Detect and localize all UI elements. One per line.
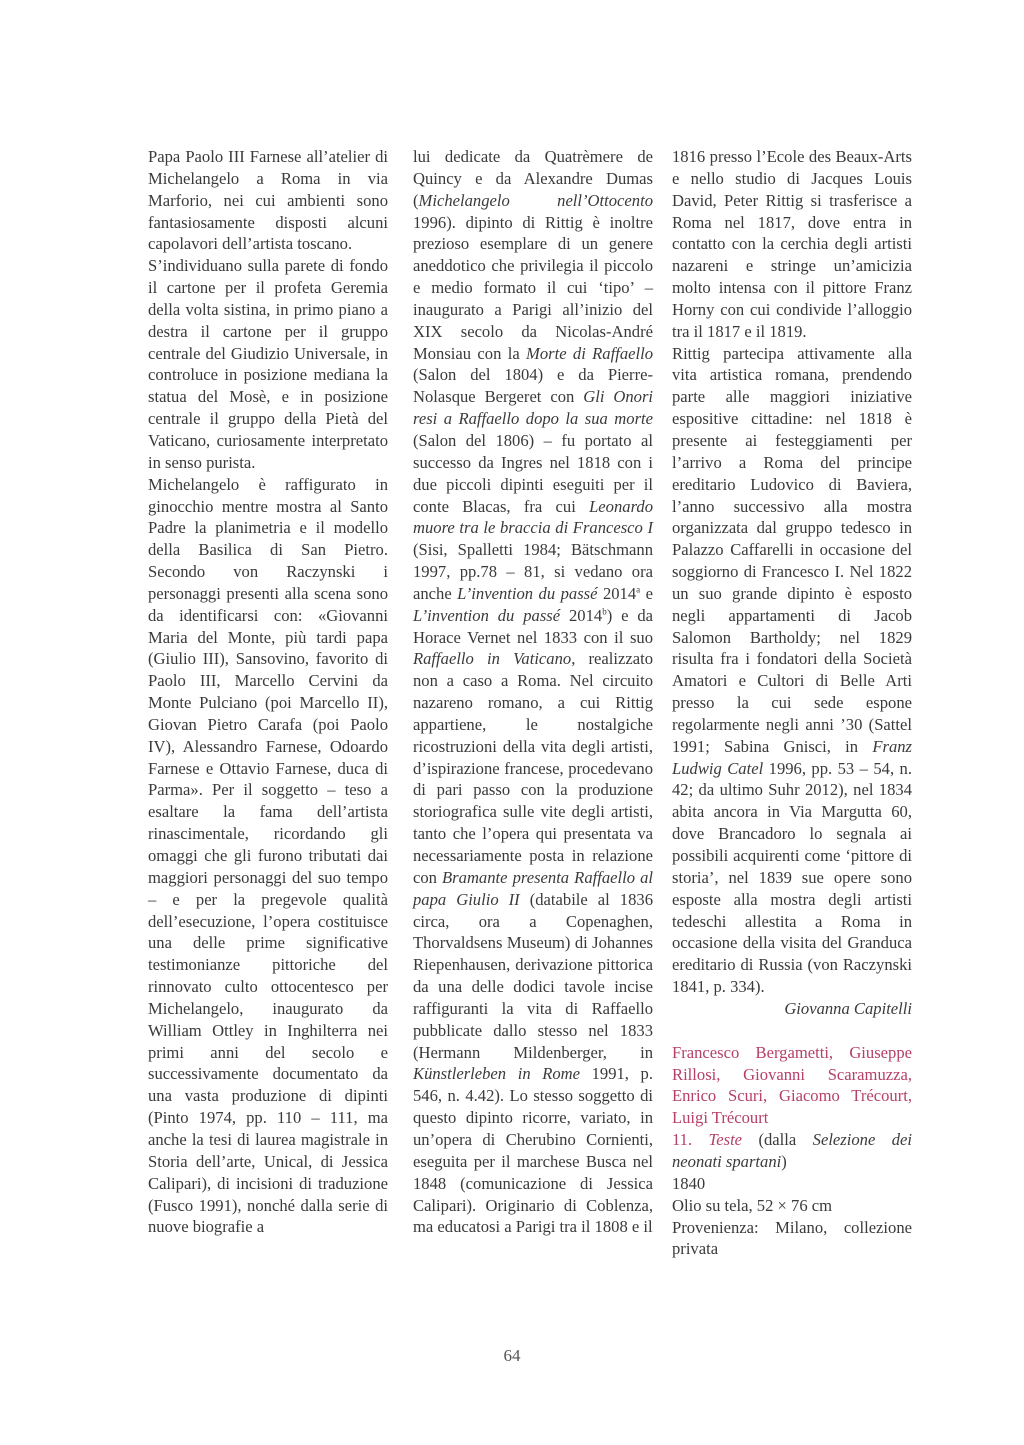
catalog-date: 1840: [672, 1173, 706, 1193]
text-run: Rittig partecipa attivamente alla vita artistica romana, prendendo parte alle maggiori iniziative espositive cittadine: nel 1818 è presente ai festeggiamenti per l’arrivo a Roma del principe ereditario Ludovico di Baviera, l’anno successivo alla mostra organizzata dal gruppo tedesco in Palazzo Caffarelli in occasione del soggiorno di Francesco I. Nel 1822 un suo grande dipinto è esposto negli appartamenti di Jacob Salomon Bartholdy; nel 1829 risulta fra i fondatori della Società Amatori e Cultori di Belle Arti presso la cui sede espone regolarmente negli anni ’30 (Sattel 1991; Sabina Gnisci, in: [672, 343, 912, 756]
italic-title: L’invention du passé: [413, 605, 561, 625]
italic-title: Bramante presenta Raffaello al papa Giulio II: [413, 867, 653, 909]
text-run: 1991, p. 546, n. 4.42). Lo stesso soggetto di questo dipinto ricorre, variato, in un’opera di Cherubino Cornienti, eseguita per il marchese Busca nel 1848 (comunicazione di Jessica Calipari). Originario di Coblenza, ma educatosi a Parigi tra il 1808 e il: [413, 1064, 653, 1237]
catalog-entry: [672, 1042, 912, 1260]
text-run: lui dedicate da Quatrèmere de Quincy e da Alexandre Dumas (: [413, 147, 653, 210]
text-run: 1996). dipinto di Rittig è inoltre prezioso esemplare di un genere aneddotico che privilegia il piccolo e medio formato il cui ‘tipo’ – inaugurato a Parigi all’inizio del XIX secolo da Nicolas-André Monsiau con la: [413, 212, 653, 363]
paragraph: [413, 146, 653, 1238]
paragraph: Papa Paolo III Farnese all’atelier di Michelangelo a Roma in via Marforio, nei cui ambienti sono fantasiosamente disposti alcuni capolavori dell’artista toscano.: [148, 147, 388, 254]
catalog-provenance: Provenienza: Milano, collezione privata: [672, 1217, 912, 1259]
text-run: (Salon del 1804) e da Pierre-Nolasque Bergeret con: [413, 365, 653, 407]
catalog-title-line: [672, 1129, 912, 1173]
text-run: 2014: [597, 583, 637, 603]
paragraph: Michelangelo è raffigurato in ginocchio mentre mostra al Santo Padre la planimetria e il modello della Basilica di San Pietro. Secondo von Raczynski i personaggi presenti alla scena sono da identificarsi con: «Giovanni Maria del Monte, più tardi papa (Giulio III), Sansovino, favorito di Paolo III, Marcello Cervini da Monte Pulciano (poi Marcello II), Giovan Pietro Carafa (poi Paolo IV), Alessandro Farnese, Odoardo Farnese e Ottavio Farnese, duca di Parma». Per il soggetto – teso a esaltare la fama dell’artista rinascimentale, ricordando gli omaggi che gli furono tributati dai maggiori personaggi del suo tempo – e per la pregevole qualità dell’esecuzione, l’opera costituisce una delle prime significative testimonianze pittoriche del rinnovato culto ottocentesco per Michelangelo, inaugurato da William Ottley in Inghilterra nei primi anni del secolo e successivamente documentato da una vasta produzione di dipinti (Pinto 1974, pp. 110 – 111, ma anche la tesi di laurea magistrale in Storia dell’arte, Unical, di Jessica Calipari), di incisioni di traduzione (Fusco 1991), nonché dalla serie di nuove biografie a: [148, 474, 388, 1237]
text-run: , realizzato non a caso a Roma. Nel circuito nazareno romano, a cui Rittig appartiene, le nostalgiche ricostruzioni della vita degli artisti, d’ispirazione francese, procedevano di pari passo con la produzione storiografica sulle vite degli artisti, tanto che l’opera qui presentata va necessariamente posta in relazione con: [413, 649, 653, 887]
italic-title: Künstlerleben in Rome: [413, 1064, 580, 1084]
catalog-medium: Olio su tela, 52 × 76 cm: [672, 1195, 833, 1215]
page-number: 64: [503, 1346, 521, 1365]
superscript: b: [602, 606, 607, 617]
italic-title: Franz Ludwig Catel: [672, 736, 912, 778]
text-run: ) e da Horace Vernet nel 1833 con il suo: [413, 605, 653, 647]
paragraph: S’individuano sulla parete di fondo il cartone per il profeta Geremia della volta sistina, in primo piano a destra il cartone per il gruppo centrale del Giudizio Universale, in controluce in posizione mediana la statua del Mosè, e in posizione centrale il gruppo della Pietà del Vaticano, curiosamente interpretato in senso purista.: [148, 256, 388, 472]
superscript: a: [636, 584, 641, 595]
paragraph: 1816 presso l’Ecole des Beaux-Arts e nello studio di Jacques Louis David, Peter Rittig si trasferisce a Roma nel 1817, dove entra in contatto con la cerchia degli artisti nazareni e stringe un’amicizia molto intensa con il pittore Franz Horny con cui condivide l’alloggio tra il 1817 e il 1819.: [672, 147, 912, 341]
text-column-middle: [413, 146, 653, 1238]
italic-title: Leonardo muore tra le braccia di Francesco I: [413, 496, 653, 538]
italic-title: Raffaello in Vaticano: [413, 649, 572, 669]
italic-title: Morte di Raffaello: [526, 343, 653, 363]
text-column-left: [148, 146, 388, 1238]
catalog-number: 11.: [672, 1130, 693, 1150]
catalog-artists: Francesco Bergametti, Giuseppe Rillosi, Giovanni Scaramuzza, Enrico Scuri, Giacomo Trécourt, Luigi Trécourt: [672, 1042, 912, 1128]
italic-title: Gli Onori resi a Raffaello dopo la sua morte: [413, 387, 654, 429]
author-signature: Giovanna Capitelli: [784, 998, 912, 1018]
text-run: (databile al 1836 circa, ora a Copenaghen, Thorvaldsens Museum) di Johannes Riepenhausen, derivazione pittorica da una delle dodici tavole incise raffiguranti la vita di Raffaello pubblicate dallo stesso nel 1833 (Hermann Mildenberger, in: [413, 889, 653, 1062]
catalog-title: Teste: [708, 1130, 743, 1150]
italic-title: L’invention du passé: [457, 583, 598, 603]
text-run: 1996, pp. 53 – 54, n. 42; da ultimo Suhr 2012), nel 1834 abita ancora in Via Margutta 60, dove Brancadoro lo segnala ai possibili acquirenti come ‘pittore di storia’, nel 1839 sue opere sono esposte alla mostra degli artisti tedeschi allestita a Roma in occasione della visita del Granduca ereditario di Russia (von Raczynski 1841, p. 334).: [672, 758, 913, 997]
catalog-title-note-suffix: ): [781, 1151, 787, 1171]
italic-title: Michelangelo nell’Ottocento: [418, 190, 653, 210]
catalog-title-note-work: Selezione dei neonati spartani: [672, 1130, 912, 1171]
text-run: (Salon del 1806) – fu portato al successo da Ingres nel 1818 con i due piccoli dipinti eseguiti per il conte Blacas, fra cui: [413, 430, 653, 516]
text-run: (Sisi, Spalletti 1984; Bätschmann 1997, pp.78 – 81, si vedano ora anche: [413, 540, 653, 603]
text-run: 2014: [560, 605, 603, 625]
text-column-right: [672, 146, 912, 1260]
paragraph: [672, 343, 912, 998]
text-run: e: [640, 583, 653, 603]
catalog-title-note-prefix: (dalla: [742, 1130, 813, 1150]
